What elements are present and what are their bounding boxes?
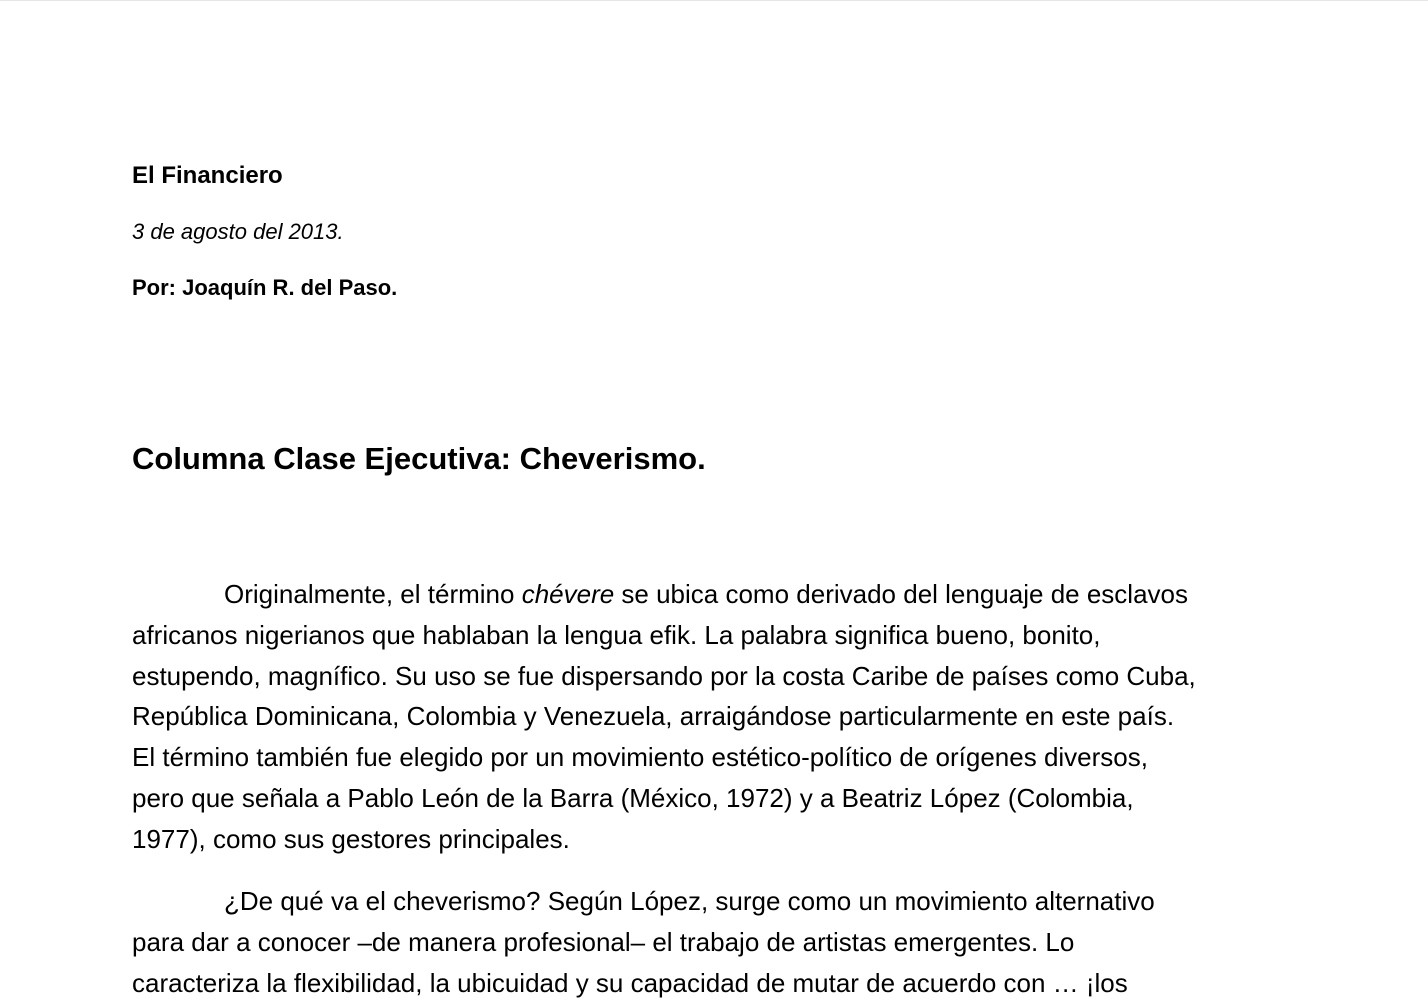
article-title: Columna Clase Ejecutiva: Cheverismo.	[132, 441, 706, 476]
publication-name: El Financiero	[132, 162, 283, 189]
paragraph-1	[132, 574, 1292, 860]
italic-term: chévere	[521, 579, 615, 609]
author-byline: Por: Joaquín R. del Paso.	[132, 275, 398, 300]
paragraph-1-line-5: El término también fue elegido por un movimiento estético-político de orígenes diversos,	[132, 742, 1148, 773]
paragraph-2-line-2: para dar a conocer –de manera profesional– el trabajo de artistas emergentes. Lo	[132, 926, 1075, 957]
paragraph-2-line-1: ¿De qué va el cheverismo? Según López, surge como un movimiento alternativo	[224, 886, 1155, 916]
paragraph-1-line-7: 1977), como sus gestores principales.	[132, 823, 570, 854]
paragraph-1-line-3: estupendo, magnífico. Su uso se fue dispersando por la costa Caribe de países como Cuba,	[132, 660, 1196, 691]
paragraph-2	[132, 881, 1292, 1003]
paragraph-1-line-6: pero que señala a Pablo León de la Barra (México, 1972) y a Beatriz López (Colombia,	[132, 782, 1134, 813]
line-text: se ubica como derivado del lenguaje de esclavos	[614, 579, 1188, 609]
publication-date: 3 de agosto del 2013.	[132, 219, 344, 244]
paragraph-2-line-3: caracteriza la flexibilidad, la ubicuidad y su capacidad de mutar de acuerdo con … ¡los	[132, 967, 1128, 998]
paragraph-1-line-2: africanos nigerianos que hablaban la lengua efik. La palabra significa bueno, bonito,	[132, 619, 1101, 650]
page-top-edge	[0, 0, 1428, 1]
paragraph-1-line-1	[132, 574, 1292, 615]
line-text: Originalmente, el término	[224, 579, 522, 609]
paragraph-1-line-4: República Dominicana, Colombia y Venezuela, arraigándose particularmente en este país.	[132, 701, 1175, 732]
